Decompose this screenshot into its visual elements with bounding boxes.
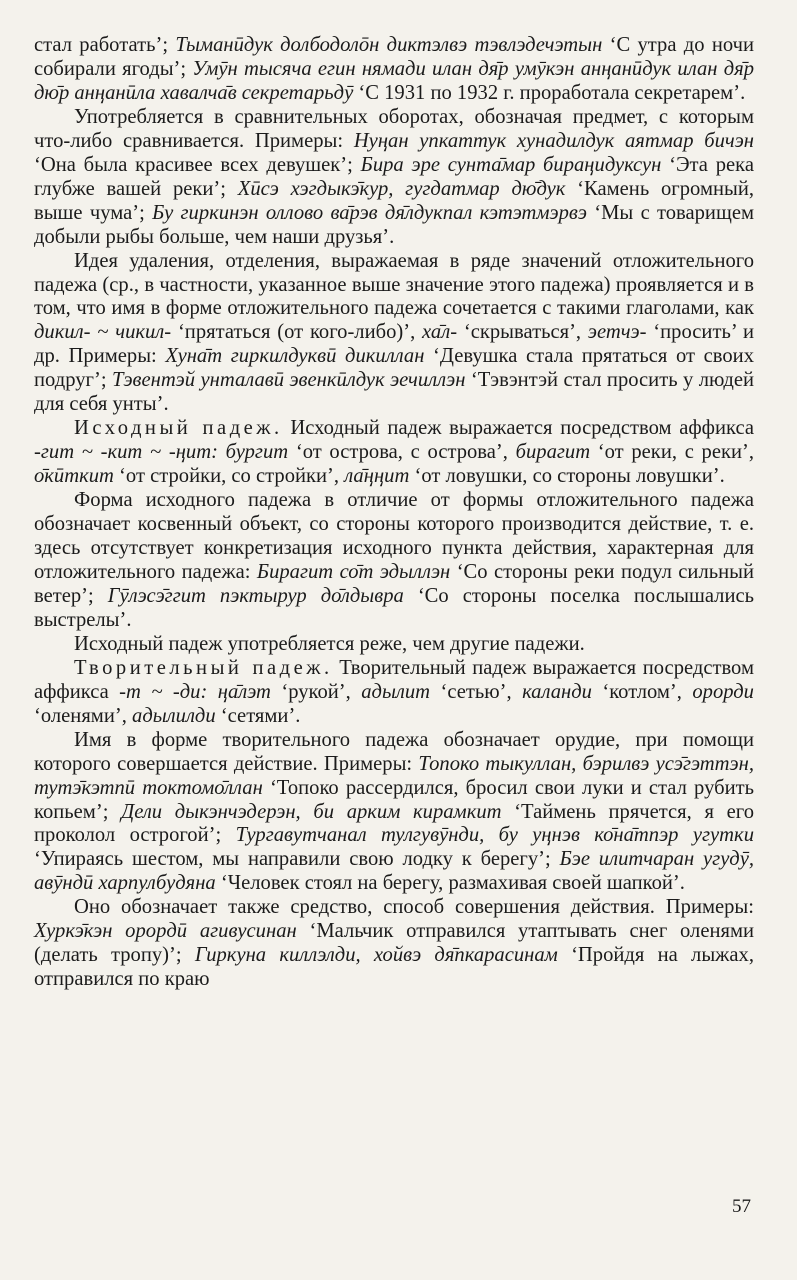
- text-run: ‘Топоко рассердился, бросил свои луки и стал рубить копьем’;: [34, 776, 754, 823]
- text-run: ‘Тэвэнтэй стал просить у людей для себя унты’.: [34, 369, 754, 416]
- example-text: -т ~ -ди:: [119, 680, 208, 703]
- example-text: Гиркуна киллэлди, хойвэ дя̄пкарасинам: [194, 944, 558, 967]
- example-text: Нуңан упкаттук хунадилдук аятмар бичэн: [353, 129, 754, 152]
- example-text: дикил- ~ чикил-: [34, 321, 172, 344]
- example-text: Хӣсэ хэгдыкэ̄кур, гугдатмар дю̄дук: [237, 177, 566, 200]
- text-run: ‘оленями’,: [34, 704, 133, 727]
- text-run: ‘Мальчик отправился утаптывать снег оленями (делать тропу)’;: [34, 920, 755, 967]
- example-text: ла̄ңңит: [344, 465, 410, 488]
- text-run: ‘просить’ и др. Примеры:: [34, 321, 754, 368]
- paragraph: [34, 896, 754, 992]
- text-run: ‘Мы с товарищем добыли рыбы больше, чем наши друзья’.: [34, 201, 754, 248]
- example-text: Тыманӣдук долбодолōн диктэлвэ тэвлэдечэтын: [175, 34, 603, 56]
- text-run: ‘рукой’,: [270, 680, 362, 703]
- example-text: Умӯн тысяча егин нямади илан дя̄р умӯкэн анңанӣдук илан дя̄р дю̄р анңанӣла хавалча̄в секретарьдӯ: [34, 57, 754, 104]
- text-run: Исходный падеж выражается посредством аффикса: [282, 417, 754, 440]
- text-run: ‘от стройки, со стройки’,: [113, 465, 345, 488]
- text-run: ‘Девушка стала прятаться от своих подруг’;: [34, 345, 755, 392]
- example-text: ха̄л-: [422, 321, 458, 344]
- example-text: Бу гиркинэн оллово ва̄рэв дя̄лдукпал кэтэтмэрвэ: [152, 201, 587, 224]
- text-run: ‘Она была красивее всех девушек’;: [34, 153, 361, 176]
- text-run: ‘от ловушки, со стороны ловушки’.: [409, 465, 725, 488]
- paragraph: [34, 729, 754, 897]
- body-text: [34, 34, 754, 992]
- paragraph: [34, 250, 754, 418]
- page-number: 57: [732, 1196, 751, 1217]
- paragraph: [34, 489, 754, 633]
- text-run: ‘Со стороны реки подул сильный ветер’;: [34, 560, 754, 607]
- example-text: о̄кӣткит: [34, 465, 114, 488]
- example-text: орорди: [692, 680, 754, 703]
- section-heading: Творительный падеж.: [74, 656, 333, 679]
- example-text: эетчэ-: [587, 321, 647, 344]
- example-text: адылилди: [132, 704, 216, 727]
- example-text: адылит: [361, 680, 431, 703]
- example-text: бургит: [225, 441, 289, 464]
- text-run: ‘Со стороны поселка послышались выстрелы’.: [34, 584, 754, 631]
- text-run: ‘Упираясь шестом, мы направили свою лодку к берегу’;: [34, 848, 560, 871]
- text-run: ‘котлом’,: [591, 680, 693, 703]
- example-text: ңа̄лэт: [217, 680, 271, 703]
- paragraph: [34, 106, 754, 250]
- section-heading: Исходный падеж.: [74, 417, 283, 440]
- text-run: ‘сетями’.: [215, 704, 301, 727]
- text-run: Идея удаления, отделения, выражаемая в ряде значений отложительного падежа (ср., в частности, указанное выше значение этого падежа) проявляется и в том, что имя в форме отложительного падежа сочетается с такими глаголами, как: [34, 249, 754, 320]
- example-text: Бирагит со̄т эдыллэн: [256, 560, 451, 583]
- text-run: Употребляется в сравнительных оборотах, обозначая предмет, с которым что-либо сравнивается. Примеры:: [34, 105, 754, 152]
- text-run: Творительный падеж выражается посредством аффикса: [34, 656, 754, 703]
- text-run: ‘Таймень прячется, я его проколол острогой’;: [34, 800, 754, 847]
- text-run: ‘С утра до ночи собирали ягоды’;: [34, 34, 754, 80]
- example-text: Гӯлэсэ̄ггит пэктырур до̄лдывра: [107, 584, 404, 607]
- text-run: ‘скрываться’,: [457, 321, 588, 344]
- text-run: ‘от острова, с острова’,: [288, 441, 516, 464]
- text-run: Имя в форме творительного падежа обозначает орудие, при помощи которого совершается действие. Примеры:: [34, 728, 754, 775]
- text-run: ‘Камень огромный, выше чума’;: [34, 177, 754, 224]
- paragraph: [34, 657, 754, 729]
- example-text: Бэе илитчаран угудӯ, авӯндӣ харпулбудяна: [34, 848, 754, 895]
- paragraph: [34, 417, 754, 489]
- text-run: ‘Эта река глубже вашей реки’;: [34, 153, 754, 200]
- example-text: Хуна̄т гиркилдуквӣ дикиллан: [165, 345, 425, 368]
- example-text: -гит ~ -кит ~ -ңит:: [34, 441, 218, 464]
- example-text: каланди: [522, 680, 592, 703]
- text-run: ‘Пройдя на лыжах, отправился по краю: [34, 944, 754, 991]
- example-text: бирагит: [515, 441, 591, 464]
- text-run: ‘сетью’,: [430, 680, 523, 703]
- text-run: Исходный падеж употребляется реже, чем другие падежи.: [74, 632, 585, 655]
- text-run: ‘С 1931 по 1932 г. проработала секретарем’.: [353, 81, 746, 104]
- example-text: Бира эре сунта̄мар бираңидуксун: [360, 153, 662, 176]
- text-run: Форма исходного падежа в отличие от формы отложительного падежа обозначает косвенный объект, со стороны которого производится действие, т. е. здесь отсутствует конкретизация исходного пункта действия, характерная для отложительного падежа:: [34, 489, 754, 583]
- text-run: ‘прятаться (от кого-либо)’,: [171, 321, 423, 344]
- example-text: Топоко тыкуллан, бэрилвэ усэ̄гэттэн, тутэ̄кэтпӣ токтомо̄ллан: [34, 752, 754, 799]
- text-run: Оно обозначает также средство, способ совершения действия. Примеры:: [74, 896, 754, 919]
- example-text: Хуркэ̄кэн ороpдӣ агивусинан: [34, 920, 297, 943]
- example-text: Дели дыкэнчэдерэн, би арким кирамкит: [121, 800, 502, 823]
- text-run: ‘от реки, с реки’,: [590, 441, 755, 464]
- example-text: Тургавутчанал тулгувӯнди, бу уңнэв ко̄на̄тпэр угутки: [235, 824, 754, 847]
- text-run: [207, 681, 217, 703]
- text-run: ‘Человек стоял на берегу, размахивая своей шапкой’.: [215, 872, 685, 895]
- text-run: стал работать’;: [34, 34, 176, 56]
- text-run: [218, 441, 226, 463]
- example-text: Тэвентэй унталавӣ эвенкӣлдук эечиллэн: [111, 369, 466, 392]
- paragraph: [34, 34, 754, 106]
- paragraph: [34, 633, 754, 657]
